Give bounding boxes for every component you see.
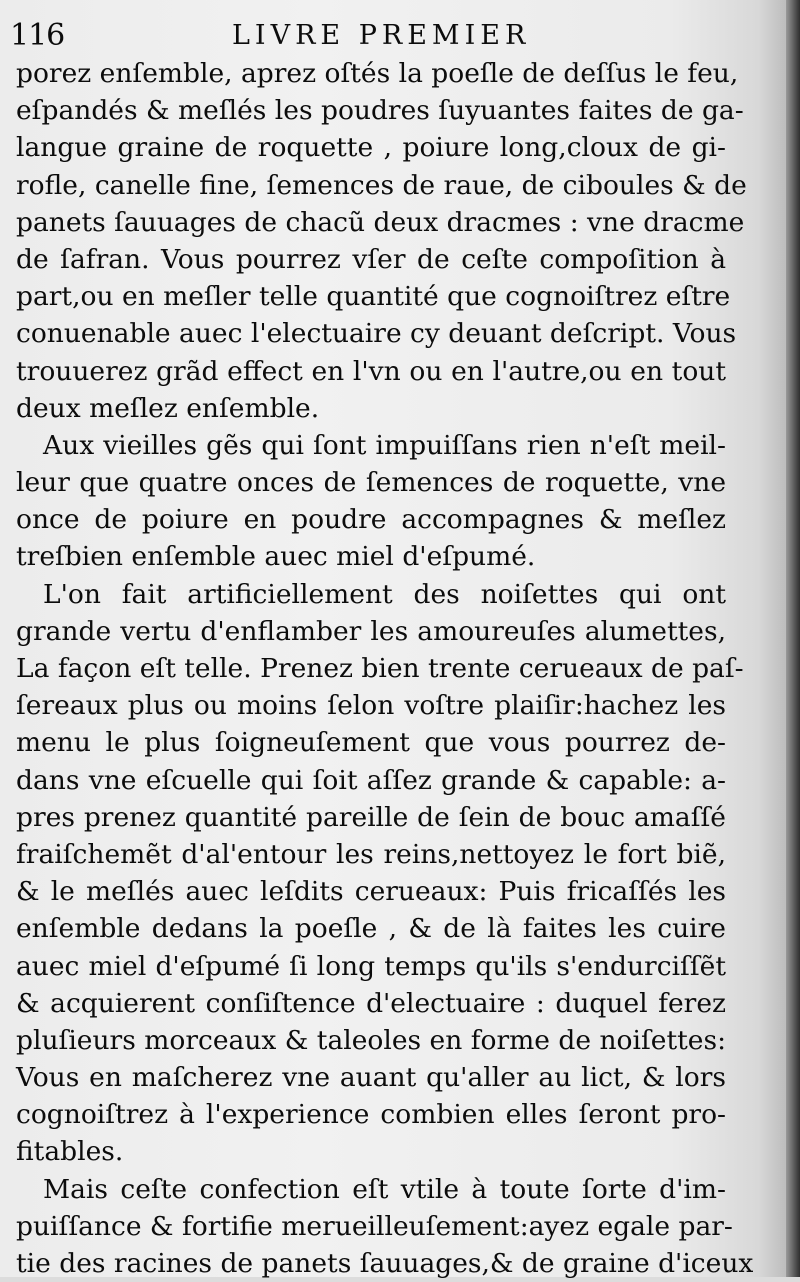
text-line: langue graine de roquette , poiure long,cloux de gi- <box>16 132 726 164</box>
text-line: Aux vieilles gẽs qui ſont impuiſſans rien n'eſt meil- <box>43 429 726 461</box>
running-title: LIVRE PREMIER <box>232 20 531 51</box>
text-line: grande vertu d'enflamber les amoureuſes alumettes, <box>16 615 726 647</box>
text-line: enſemble dedans la poeſle , & de là faites les cuire <box>16 913 726 945</box>
text-line: conuenable auec l'electuaire cy deuant deſcript. Vous <box>16 318 737 350</box>
text-line: Mais ceſte confection eſt vtile à toute ſorte d'im- <box>43 1173 726 1205</box>
text-line: La façon eſt telle. Prenez bien trente cerueaux de paſ- <box>16 653 744 684</box>
text-line: auec miel d'eſpumé ſi long temps qu'ils s'endurciſſẽt <box>16 950 726 982</box>
page-number: 116 <box>10 18 65 53</box>
text-line: fitables. <box>16 1136 124 1168</box>
text-line: treſbien enſemble auec miel d'eſpumé. <box>16 541 536 573</box>
text-line: porez enſemble, aprez oſtés la poeſle de deſſus le feu, <box>16 58 739 89</box>
text-line: rofle, canelle fine, ſemences de raue, de ciboules & de <box>16 169 747 201</box>
text-line: de ſafran. Vous pourrez vſer de ceſte compoſition à <box>16 243 726 275</box>
text-line: & le meſlés auec leſdits cerueaux: Puis fricaſſés les <box>16 876 726 908</box>
text-line: pluſieurs morceaux & taleoles en forme de noiſettes: <box>16 1024 726 1056</box>
text-line: fraiſchemẽt d'al'entour les reins,nettoyez le fort biẽ, <box>16 838 726 870</box>
text-line: Vous en maſcherez vne auant qu'aller au lict, & lors <box>16 1062 726 1094</box>
text-line: eſpandés & meſlés les poudres ſuyuantes faites de ga- <box>16 95 744 127</box>
text-line: deux meſlez enſemble. <box>16 392 320 424</box>
text-line: trouuerez grãd effect en l'vn ou en l'autre,ou en tout <box>16 355 726 387</box>
text-line: menu le plus ſoigneuſement que vous pourrez de- <box>16 727 726 759</box>
body-text <box>16 55 754 1282</box>
text-line: cognoiſtrez à l'experience combien elles ſeront pro- <box>16 1099 726 1131</box>
text-line: tie des racines de panets ſauuages,& de graine d'iceux <box>16 1248 754 1279</box>
page-gutter-shadow <box>786 0 800 1277</box>
text-line: & acquierent conſiſtence d'electuaire : duquel ferez <box>16 987 726 1019</box>
text-line: puiſſance & fortifie merueilleuſement:ayez egale par- <box>16 1210 733 1242</box>
text-line: L'on fait artificiellement des noiſettes qui ont <box>43 578 726 610</box>
text-line: panets ſauuages de chacũ deux dracmes : vne dracme <box>16 206 745 238</box>
text-line: leur que quatre onces de ſemences de roquette, vne <box>16 467 726 499</box>
paragraph <box>16 427 726 576</box>
paragraph <box>16 55 747 427</box>
text-line: ſereaux plus ou moins ſelon voſtre plaiſir:hachez les <box>16 690 726 722</box>
page-header <box>10 16 785 52</box>
paragraph <box>16 576 744 1171</box>
paragraph <box>16 1171 754 1282</box>
text-line: dans vne eſcuelle qui ſoit aſſez grande & capable: a- <box>16 764 726 796</box>
text-line: once de poiure en poudre accompagnes & meſlez <box>16 504 726 536</box>
text-line: pres prenez quantité pareille de ſein de bouc amaſſé <box>16 801 726 833</box>
text-line: part,ou en meſler telle quantité que cognoiſtrez eſtre <box>16 281 731 313</box>
